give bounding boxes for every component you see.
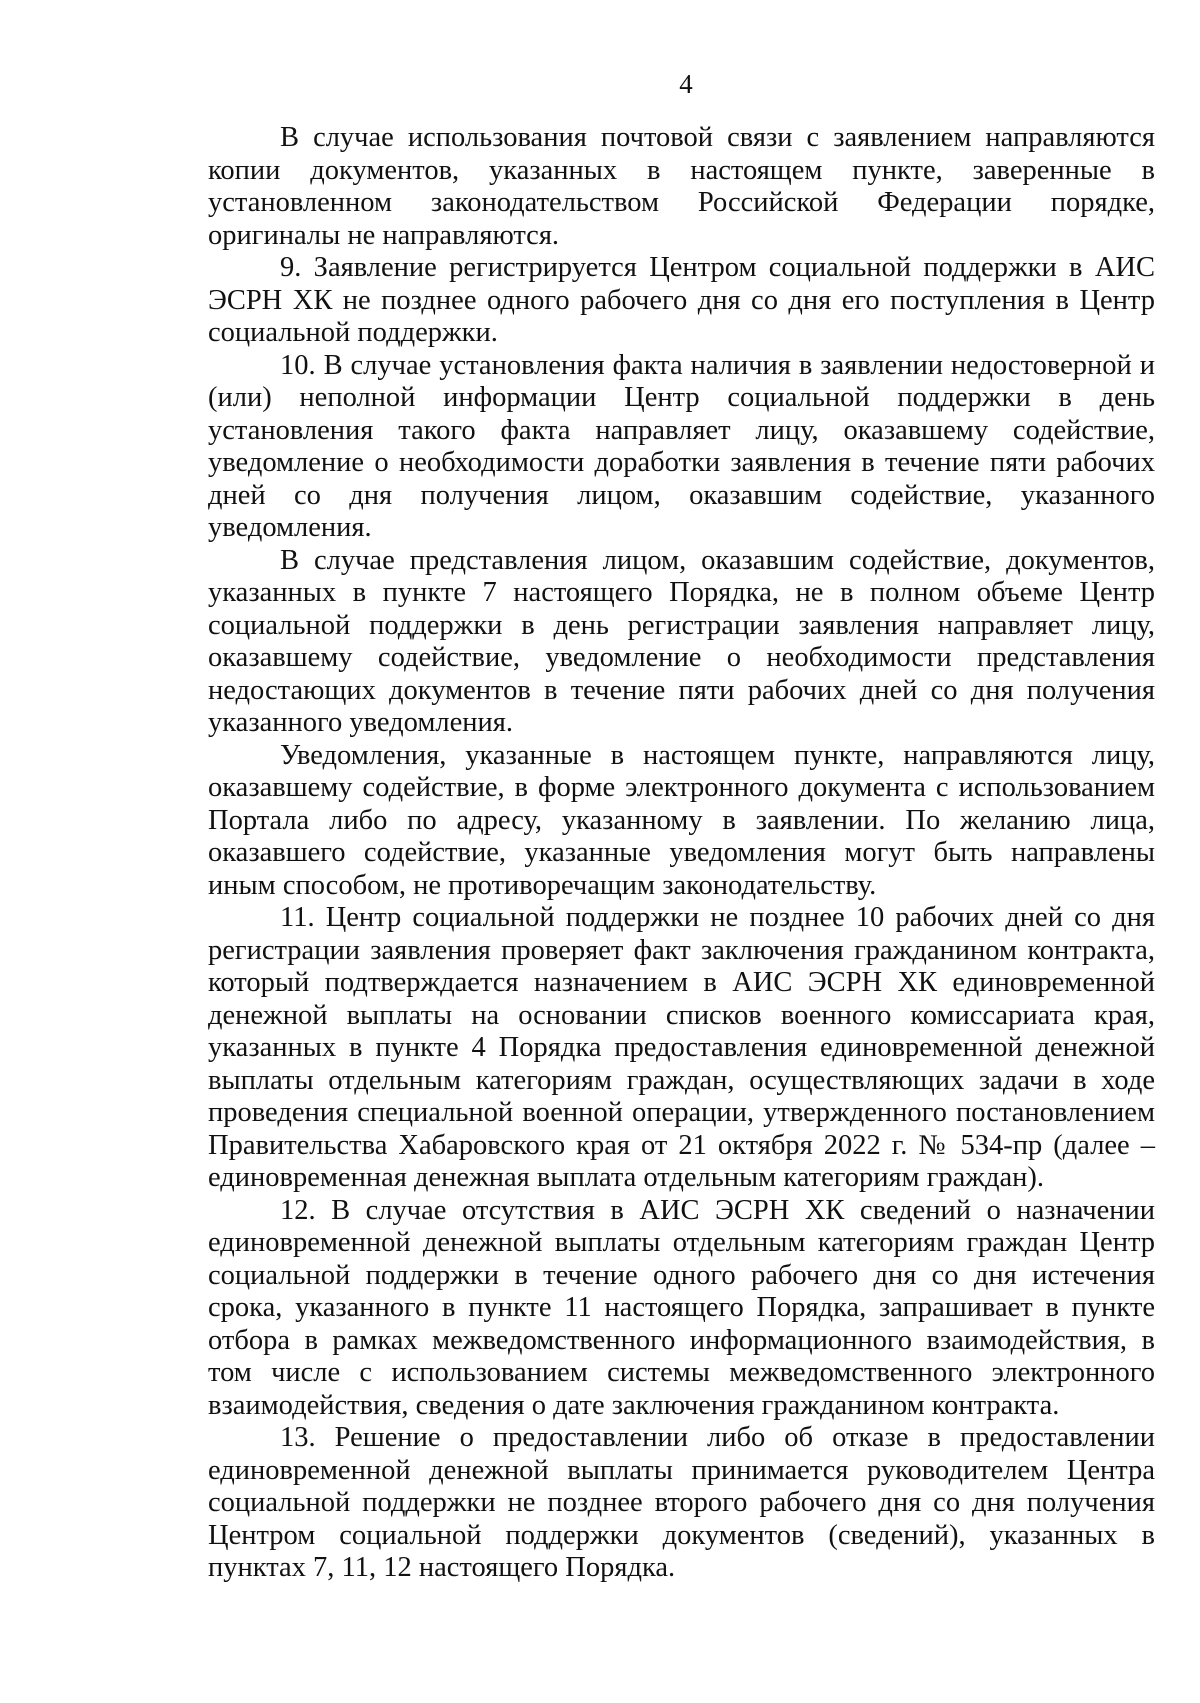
paragraph-item-10: 10. В случае установления факта наличия в заявлении недостоверной и (или) неполной информации Центр социальной поддержки в день установления такого факта направляет лицу, оказавшему содействие, уведомление о необходимости доработки заявления в течение пяти рабочих дней со дня получения лицом, оказавшим содействие, указанного уведомления. <box>208 349 1155 543</box>
paragraph-notifications: Уведомления, указанные в настоящем пункте, направляются лицу, оказавшему содействие, в форме электронного документа с использованием Портала либо по адресу, указанному в заявлении. По желанию лица, оказавшего содействие, указанные уведомления могут быть направлены иным способом, не противоречащим законодательству. <box>208 739 1155 901</box>
paragraph-incomplete-documents: В случае представления лицом, оказавшим содействие, документов, указанных в пункте 7 настоящего Порядка, не в полном объеме Центр социальной поддержки в день регистрации заявления направляет лицу, оказавшему содействие, уведомление о необходимости представления недостающих документов в течение пяти рабочих дней со дня получения указанного уведомления. <box>208 544 1155 738</box>
page-number: 4 <box>679 69 693 99</box>
paragraph-postal-copies: В случае использования почтовой связи с заявлением направляются копии документов, указанных в настоящем пункте, заверенные в установленном законодательством Российской Федерации порядке, оригиналы не направляются. <box>208 122 1155 251</box>
paragraph-item-11: 11. Центр социальной поддержки не позднее 10 рабочих дней со дня регистрации заявления проверяет факт заключения гражданином контракта, который подтверждается назначением в АИС ЭСРН ХК единовременной денежной выплаты на основании списков военного комиссариата края, указанных в пункте 4 Порядка предоставления единовременной денежной выплаты отдельным категориям граждан, осуществляющих задачи в ходе проведения специальной военной операции, утвержденного постановлением Правительства Хабаровского края от 21 октября 2022 г. № 534-пр (далее – единовременная денежная выплата отдельным категориям граждан). <box>208 902 1155 1193</box>
paragraph-item-9: 9. Заявление регистрируется Центром социальной поддержки в АИС ЭСРН ХК не позднее одного рабочего дня со дня его поступления в Центр социальной поддержки. <box>208 252 1155 348</box>
paragraph-item-12: 12. В случае отсутствия в АИС ЭСРН ХК сведений о назначении единовременной денежной выплаты отдельным категориям граждан Центр социальной поддержки в течение одного рабочего дня со дня истечения срока, указанного в пункте 11 настоящего Порядка, запрашивает в пункте отбора в рамках межведомственного информационного взаимодействия, в том числе с использованием системы межведомственного электронного взаимодействия, сведения о дате заключения гражданином контракта. <box>208 1194 1155 1421</box>
document-body <box>208 122 1155 1585</box>
paragraph-item-13: 13. Решение о предоставлении либо об отказе в предоставлении единовременной денежной выплаты принимается руководителем Центра социальной поддержки не позднее второго рабочего дня со дня получения Центром социальной поддержки документов (сведений), указанных в пунктах 7, 11, 12 настоящего Порядка. <box>208 1422 1155 1583</box>
